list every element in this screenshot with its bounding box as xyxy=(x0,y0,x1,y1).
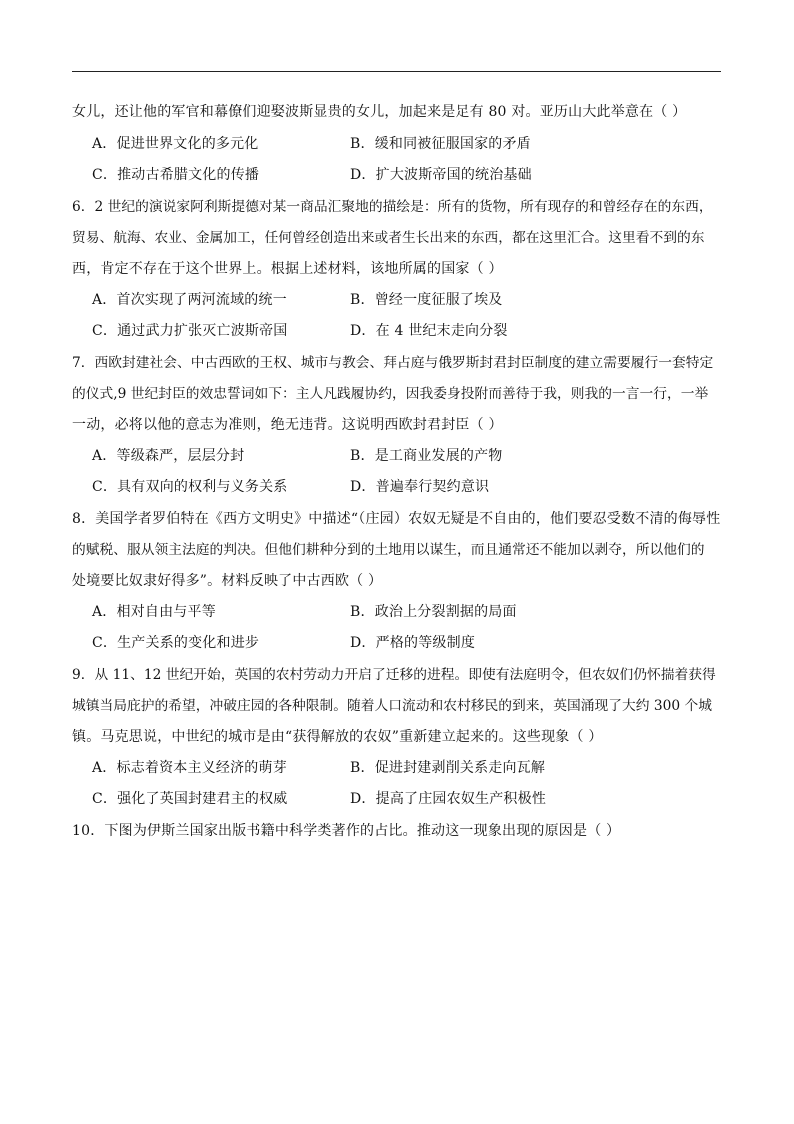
q5-option-c[interactable]: C．推动古希腊文化的传播 xyxy=(92,167,260,183)
q6-stem-line-3: 西，肯定不存在于这个世界上。根据上述材料，该地所属的国家（ ） xyxy=(72,261,503,277)
q8-stem-line-3: 处境要比奴隶好得多”。材料反映了中古西欧（ ） xyxy=(72,573,383,589)
q10-stem-line-1: 10．下图为伊斯兰国家出版书籍中科学类著作的占比。推动这一现象出现的原因是（ ） xyxy=(72,823,621,839)
question-5-stem-tail: 女儿，还让他的军官和幕僚们迎娶波斯显贵的女儿，加起来是足有 80 对。亚历山大此举意在（ ） xyxy=(72,104,687,120)
q5-option-d[interactable]: D．扩大波斯帝国的统治基础 xyxy=(350,167,532,183)
q9-option-d[interactable]: D．提高了庄园农奴生产积极性 xyxy=(350,791,547,807)
q7-option-d[interactable]: D．普遍奉行契约意识 xyxy=(350,479,490,495)
header-rule xyxy=(72,71,721,72)
q5-option-b[interactable]: B．缓和同被征服国家的矛盾 xyxy=(350,136,531,152)
q7-option-a[interactable]: A．等级森严，层层分封 xyxy=(92,448,245,464)
q9-stem-line-2: 城镇当局庇护的希望，冲破庄园的各种限制。随着人口流动和农村移民的到来，英国涌现了大约 300 个城 xyxy=(72,698,712,714)
q6-stem-line-2: 贸易、航海、农业、金属加工，任何曾经创造出来或者生长出来的东西，都在这里汇合。这里看不到的东 xyxy=(72,230,705,246)
q7-option-b[interactable]: B．是工商业发展的产物 xyxy=(350,448,503,464)
q9-stem-line-3: 镇。马克思说，中世纪的城市是由“获得解放的农奴”重新建立起来的。这些现象（ ） xyxy=(72,729,603,745)
q9-option-a[interactable]: A．标志着资本主义经济的萌芽 xyxy=(92,760,287,776)
q6-option-c[interactable]: C．通过武力扩张灭亡波斯帝国 xyxy=(92,323,288,339)
q6-option-d[interactable]: D．在 4 世纪末走向分裂 xyxy=(350,323,508,339)
q9-option-b[interactable]: B．促进封建剥削关系走向瓦解 xyxy=(350,760,546,776)
q7-stem-line-2: 的仪式,9 世纪封臣的效忠誓词如下：主人凡践履协约，因我委身投附而善待于我，则我的一言一行，一举 xyxy=(72,386,709,402)
q6-stem-line-1: 6．2 世纪的演说家阿利斯提德对某一商品汇聚地的描绘是：所有的货物，所有现存的和曾经存在的东西， xyxy=(72,199,713,215)
q7-stem-line-3: 一动，必将以他的意志为准则，绝无违背。这说明西欧封君封臣（ ） xyxy=(72,417,503,433)
q8-option-b[interactable]: B．政治上分裂割据的局面 xyxy=(350,604,517,620)
q6-option-a[interactable]: A．首次实现了两河流域的统一 xyxy=(92,292,287,308)
q7-option-c[interactable]: C．具有双向的权利与义务关系 xyxy=(92,479,288,495)
q8-option-d[interactable]: D．严格的等级制度 xyxy=(350,635,476,651)
q9-option-c[interactable]: C．强化了英国封建君主的权威 xyxy=(92,791,288,807)
q8-stem-line-2: 的赋税、服从领主法庭的判决。但他们耕种分到的土地用以谋生，而且通常还不能加以剥夺，所以他们的 xyxy=(72,542,705,558)
q8-option-a[interactable]: A．相对自由与平等 xyxy=(92,604,216,620)
q8-stem-line-1: 8．美国学者罗伯特在《西方文明史》中描述“（庄园）农奴无疑是不自由的，他们要忍受数不清的侮辱性 xyxy=(72,511,721,527)
q7-stem-line-1: 7．西欧封建社会、中古西欧的王权、城市与教会、拜占庭与俄罗斯封君封臣制度的建立需要履行一套特定 xyxy=(72,355,714,371)
q8-option-c[interactable]: C．生产关系的变化和进步 xyxy=(92,635,260,651)
q6-option-b[interactable]: B．曾经一度征服了埃及 xyxy=(350,292,503,308)
q9-stem-line-1: 9．从 11、12 世纪开始，英国的农村劳动力开启了迁移的进程。即使有法庭明令，但农奴们仍怀揣着获得 xyxy=(72,667,716,683)
q5-option-a[interactable]: A．促进世界文化的多元化 xyxy=(92,136,259,152)
